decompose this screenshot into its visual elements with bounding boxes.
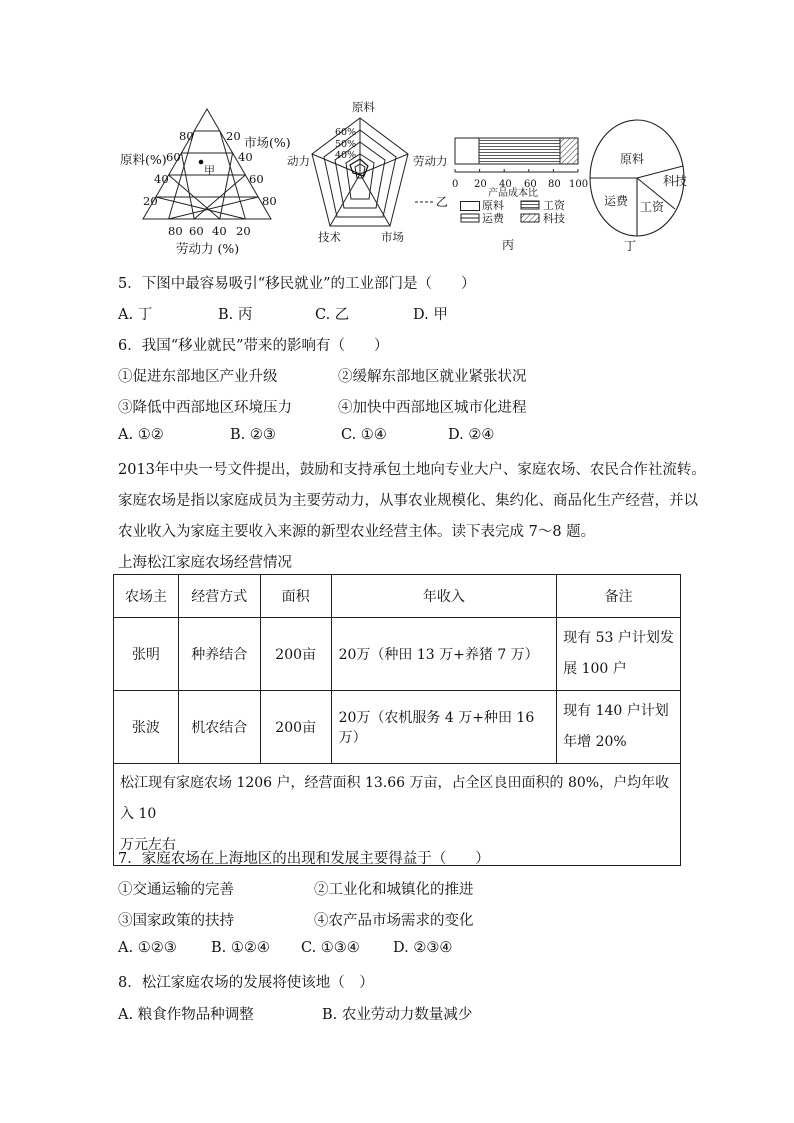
header-cell: 农场主 [114,575,179,618]
bottom-tick: 20 [236,224,251,238]
ring-label: 60% [335,127,357,138]
q7-stem: 7．家庭农场在上海地区的出现和发展主要得益于（ ） [118,851,490,867]
bar-tick: 0 [452,179,459,190]
passage-line: 家庭农场是指以家庭成员为主要劳动力，从事农业规模化、集约化、商品化生产经营，并以 [118,493,698,509]
q7-item-4: ④农产品市场需求的变化 [314,913,474,929]
option-b[interactable]: B. ②③ [230,427,276,443]
cell-note [557,691,681,764]
left-tick: 40 [154,172,169,186]
passage-line: 2013年中央一号文件提出，鼓励和支持承包土地向专业大户、家庭农场、农民合作社流转。 [118,462,706,478]
passage-line: 农业收入为家庭主要收入来源的新型农业经营主体。读下表完成 7～8 题。 [118,524,596,540]
farm-table [113,574,681,866]
right-tick: 40 [238,150,253,164]
bar-tick: 20 [474,179,487,190]
ring-label: 40% [335,150,357,161]
figure-name-bing: 丙 [502,238,515,252]
option-b[interactable]: B. 丙 [218,307,253,323]
option-b[interactable]: B. ①②④ [211,940,270,956]
legend-label: 科技 [543,212,565,225]
right-axis-label: 市场(%) [244,135,291,150]
legend-swatch-tech [520,213,542,224]
radar-chart [308,114,412,232]
option-d[interactable]: D. 甲 [413,307,448,323]
bottom-axis-label: 劳动力 (%) [176,241,240,256]
option-d[interactable]: D. ②③④ [393,940,453,956]
note-line: 现有 140 户计划 [563,703,669,719]
header-cell: 备注 [557,575,681,618]
pie-label: 工资 [640,200,665,214]
point-jia [199,160,204,165]
option-a[interactable]: A. ①② [118,427,164,443]
bar-segment-tech [560,138,578,164]
left-tick: 80 [179,129,194,143]
q6-item-1: ①促进东部地区产业升级 [118,369,278,385]
option-c[interactable]: C. ①③④ [301,940,360,956]
stacked-bar-chart [453,136,581,180]
right-tick: 80 [262,194,277,208]
bar-axis-label: 产品成本比 [488,188,538,199]
figure-name-yi: 乙 [436,195,449,209]
left-tick: 60 [166,150,181,164]
radar-label-left: 动力 [287,154,310,168]
note-line: 现有 53 户计划发 [563,630,674,646]
cell-mode: 机农结合 [178,691,260,764]
cell-mode: 种养结合 [178,618,260,691]
bar-tick: 60 [524,179,537,190]
q6-item-2: ②缓解东部地区就业紧张状况 [338,369,527,385]
note-line: 年增 20% [563,734,627,750]
option-c[interactable]: C. 乙 [315,307,350,323]
legend-label: 原料 [482,199,504,212]
left-tick: 20 [143,194,158,208]
bar-tick: 100 [569,179,589,190]
bottom-tick: 40 [212,224,227,238]
q5-stem: 5．下图中最容易吸引“移民就业”的工业部门是（ ） [118,276,476,292]
bottom-tick: 60 [189,224,204,238]
q6-stem: 6．我国“移业就民”带来的影响有（ ） [118,338,389,354]
table-row [114,618,681,691]
footer-line: 松江现有家庭农场 1206 户，经营面积 13.66 万亩，占全区良田面积的 80%，户均年收入 10 [120,775,670,822]
table-header-row [114,575,681,618]
radar-label-bottom-right: 市场 [381,230,404,244]
header-cell: 经营方式 [178,575,260,618]
right-tick: 60 [249,172,264,186]
figure-name-ding: 丁 [624,239,637,253]
note-line: 展 100 户 [563,661,627,677]
table-row [114,691,681,764]
option-a[interactable]: A. ①②③ [118,940,177,956]
bar-segment-wage [479,138,560,164]
cell-area: 200亩 [260,618,331,691]
right-tick: 20 [226,129,241,143]
footer-line: 万元左右 [120,837,176,853]
option-d[interactable]: D. ②④ [448,427,495,443]
q7-item-3: ③国家政策的扶持 [118,913,234,929]
table-caption: 上海松江家庭农场经营情况 [118,555,292,571]
radar-label-bottom-left: 技术 [318,230,341,244]
radar-label-right: 劳动力 [413,154,448,168]
pie-label: 原料 [620,152,645,166]
pie-label: 运费 [604,194,629,208]
cell-owner: 张明 [114,618,179,691]
option-a[interactable]: A. 粮食作物品种调整 [118,1007,254,1023]
q7-item-2: ②工业化和城镇化的推进 [314,882,474,898]
bar-segment-raw [455,138,479,164]
header-cell: 年收入 [331,575,557,618]
q6-item-4: ④加快中西部地区城市化进程 [338,400,527,416]
left-axis-label: 原料(%) [120,152,167,167]
cell-note [557,618,681,691]
q7-item-1: ①交通运输的完善 [118,882,234,898]
bottom-tick: 80 [168,224,183,238]
cell-income: 20万（农机服务 4 万+种田 16 万） [331,691,557,764]
bar-tick: 40 [499,179,512,190]
legend-swatch-freight [460,213,482,224]
bar-tick: 80 [548,179,561,190]
ring-label: 50% [335,139,357,150]
legend-label: 运费 [482,212,504,225]
radar-label-top: 原料 [352,100,375,114]
option-c[interactable]: C. ①④ [341,427,387,443]
legend-label: 工资 [543,199,565,212]
option-b[interactable]: B. 农业劳动力数量减少 [322,1007,473,1023]
legend-swatch-wage [520,200,542,211]
q6-item-3: ③降低中西部地区环境压力 [118,400,292,416]
q8-stem: 8．松江家庭农场的发展将使该地（ ） [118,975,374,991]
cell-area: 200亩 [260,691,331,764]
option-a[interactable]: A. 丁 [118,307,153,323]
cell-owner: 张波 [114,691,179,764]
point-label: 甲 [204,164,215,177]
pie-label: 科技 [663,174,688,188]
legend-swatch-raw [460,201,480,211]
callout-dash [414,198,434,206]
header-cell: 面积 [260,575,331,618]
cell-income: 20万（种田 13 万+养猪 7 万） [331,618,557,691]
